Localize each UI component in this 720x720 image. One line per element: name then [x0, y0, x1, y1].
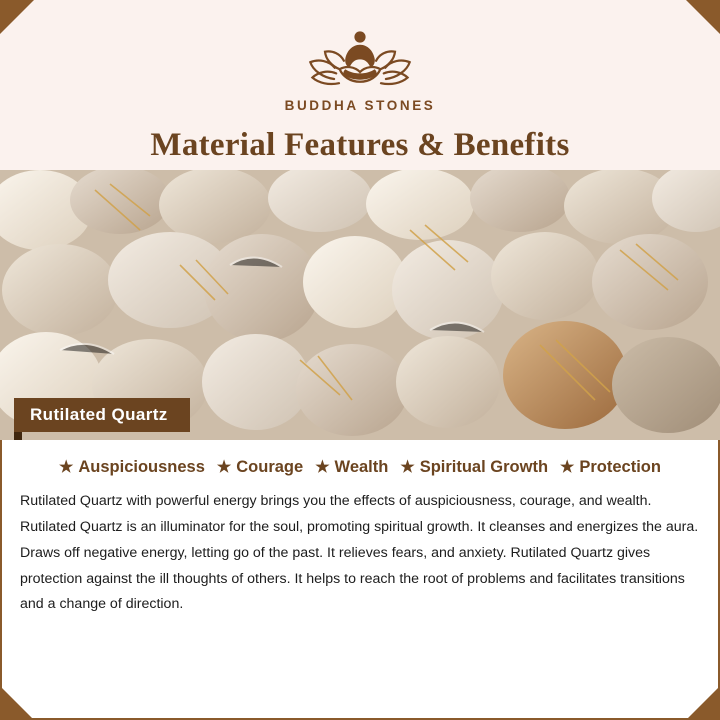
brand-logo	[0, 22, 720, 113]
star-icon: ★	[216, 458, 232, 476]
benefit-item	[400, 458, 548, 477]
corner-accent-bottom-right	[686, 686, 720, 720]
benefit-label: Wealth	[334, 458, 389, 476]
header-title-band	[140, 127, 580, 164]
lotus-buddha-logo-icon	[290, 22, 430, 94]
hero-image	[0, 170, 720, 440]
ribbon-tail	[14, 432, 22, 440]
benefits-list	[20, 458, 700, 477]
benefit-item	[217, 458, 303, 477]
corner-accent-bottom-left	[0, 686, 34, 720]
corner-accent-top-right	[686, 0, 720, 34]
benefit-item	[560, 458, 661, 477]
benefit-item	[59, 458, 205, 477]
card-header	[0, 0, 720, 170]
description-text: Rutilated Quartz with powerful energy brings you the effects of auspiciousness, courage, and wealth. Rutilated Quartz is an illuminator for the soul, promoting spiritual growth. It cleanses and energizes the aura. Draws off negative energy, letting go of the past. It relieves fears, and anxiety. Rutilated Quartz gives protection against the ill thoughts of others. It helps to reach the root of problems and facilitates transitions and a change of direction.	[20, 493, 699, 613]
benefit-label: Spiritual Growth	[419, 458, 549, 476]
benefit-label: Courage	[236, 458, 304, 476]
benefits-panel	[0, 440, 720, 720]
brand-name: BUDDHA STONES	[284, 98, 436, 113]
material-label: Rutilated Quartz	[14, 398, 190, 432]
star-icon: ★	[560, 458, 575, 476]
benefit-label: Protection	[579, 458, 661, 476]
star-icon: ★	[59, 458, 74, 476]
star-icon: ★	[315, 458, 330, 476]
star-icon: ★	[400, 458, 415, 476]
benefit-item	[315, 458, 388, 477]
page-title: Material Features & Benefits	[150, 127, 570, 163]
benefit-label: Auspiciousness	[78, 458, 205, 476]
corner-accent-top-left	[0, 0, 34, 34]
